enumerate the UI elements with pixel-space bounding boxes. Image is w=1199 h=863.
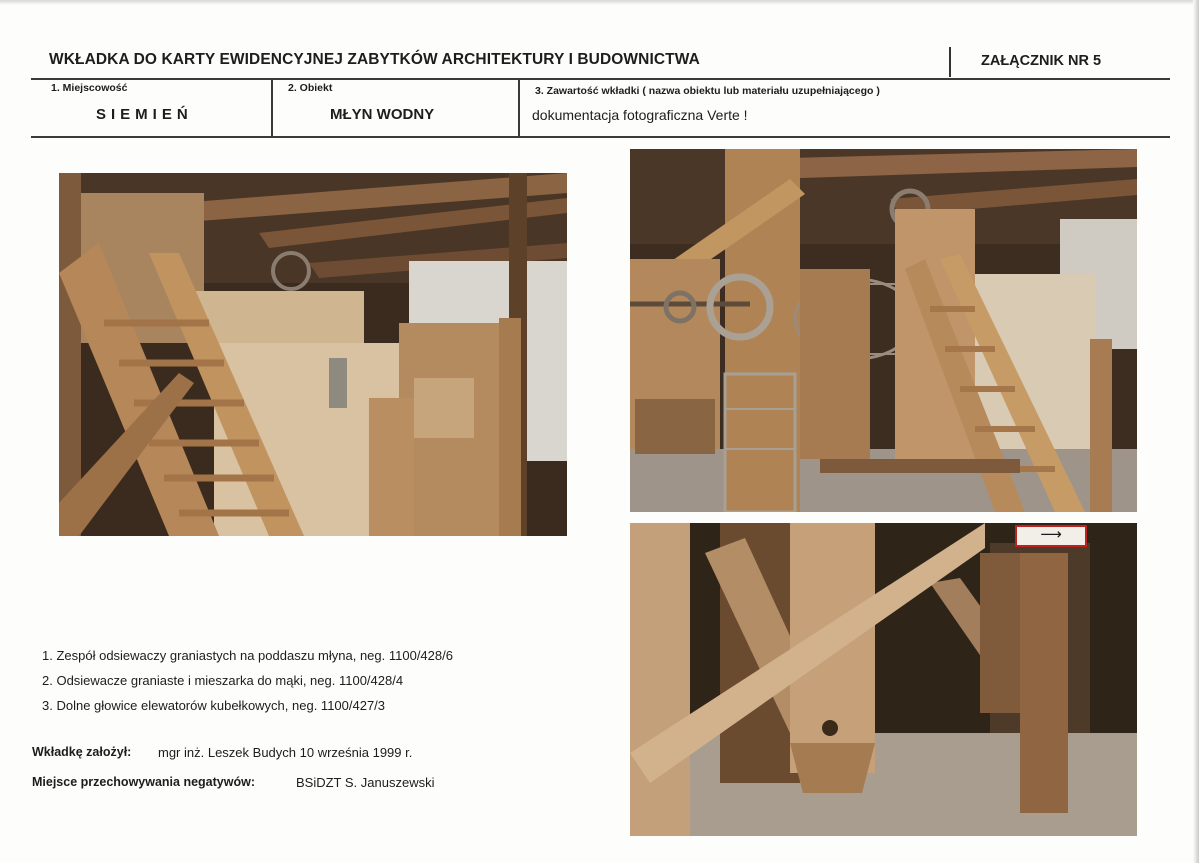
photo-captions: [42, 646, 453, 721]
field-label-contents: 3. Zawartość wkładki ( nazwa obiektu lub materiału uzupełniającego ): [535, 85, 880, 97]
field-label-locality: 1. Miejscowość: [51, 82, 128, 94]
caption-1: 1. Zespół odsiewaczy graniastych na poddaszu młyna, neg. 1100/428/6: [42, 648, 453, 663]
field-value-contents: dokumentacja fotograficzna Verte !: [532, 107, 748, 123]
caption-2: 2. Odsiewacze graniaste i mieszarka do mąki, neg. 1100/428/4: [42, 673, 404, 688]
scan-edge: [0, 0, 1199, 5]
photo-sifters-attic: [59, 173, 567, 536]
document-title: WKŁADKA DO KARTY EWIDENCYJNEJ ZABYTKÓW ARCHITEKTURY I BUDOWNICTWA: [49, 51, 700, 68]
field-value-object: MŁYN WODNY: [330, 106, 435, 123]
caption-3: 3. Dolne głowice elewatorów kubełkowych, neg. 1100/427/3: [42, 698, 386, 713]
author-value: mgr inż. Leszek Budych 10 września 1999 r.: [158, 745, 413, 760]
author-label: Wkładkę założył:: [32, 745, 132, 759]
field-label-object: 2. Obiekt: [288, 82, 333, 94]
storage-value: BSiDZT S. Januszewski: [296, 775, 435, 790]
photo-sifters-mixer: [630, 149, 1137, 512]
table-top-rule: [31, 78, 1170, 80]
table-bottom-rule: [31, 136, 1170, 138]
header-divider: [949, 47, 951, 77]
cell-divider: [271, 79, 273, 137]
cell-divider: [518, 79, 520, 137]
photo-elevator-heads: [630, 523, 1137, 836]
storage-label: Miejsce przechowywania negatywów:: [32, 775, 255, 789]
field-value-locality: SIEMIEŃ: [96, 106, 193, 123]
exit-arrow-sign: ⟶: [1040, 525, 1062, 543]
scan-edge: [1193, 0, 1199, 863]
annex-number: ZAŁĄCZNIK NR 5: [981, 53, 1102, 69]
